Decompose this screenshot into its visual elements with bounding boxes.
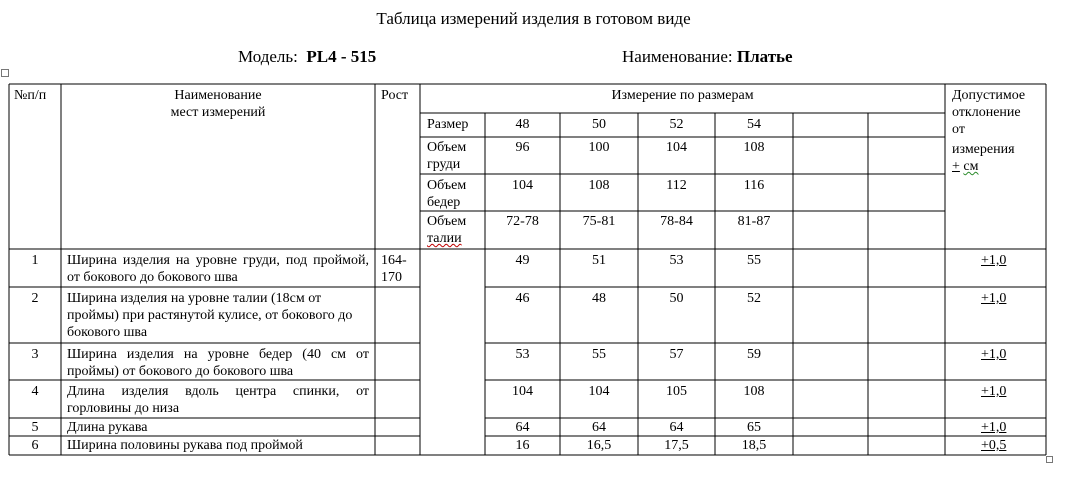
header-place-line2: мест измерений xyxy=(170,105,266,120)
height-value-line2: 170 xyxy=(381,270,402,285)
name-label: Наименование: xyxy=(622,47,733,66)
header-number: №п/п xyxy=(14,88,47,103)
header-tolerance-4: измерения xyxy=(952,142,1015,157)
model-code: PL4 - 515 xyxy=(306,47,377,66)
model-label: Модель: xyxy=(238,47,298,66)
header-tolerance-2: отклонение xyxy=(952,105,1021,120)
header-sizes: Измерение по размерам xyxy=(611,88,754,103)
header-tolerance-5: + см xyxy=(952,159,979,174)
header-tolerance-1: Допустимое xyxy=(952,88,1026,103)
table-resize-handle[interactable] xyxy=(1046,456,1053,463)
name-value: Платье xyxy=(736,47,793,66)
header-place-line1: Наименование xyxy=(174,88,262,103)
header-tolerance-3: от xyxy=(952,122,965,137)
header-height: Рост xyxy=(381,88,409,103)
document-title: Таблица измерений изделия в готовом виде xyxy=(376,9,691,28)
height-value-line1: 164- xyxy=(381,253,407,268)
